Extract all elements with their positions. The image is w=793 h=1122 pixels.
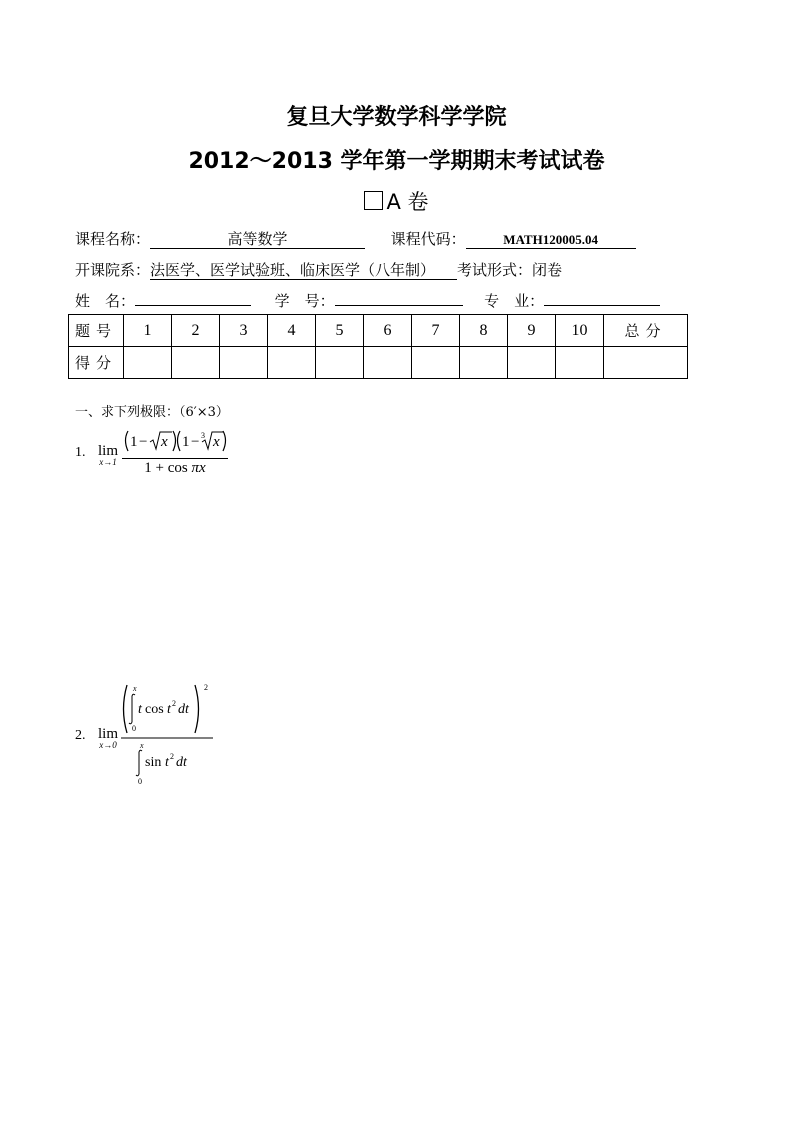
svg-text:x: x <box>133 684 137 693</box>
course-name-label: 课程名称： <box>75 230 151 248</box>
score-table <box>68 314 688 379</box>
column-header: 10 <box>556 315 604 347</box>
student-id-label: 学 号： <box>274 292 335 310</box>
total-header: 总分 <box>604 315 688 347</box>
problem-number: 2. <box>75 728 86 743</box>
exam-form-value: 闭卷 <box>532 261 563 279</box>
svg-text:0: 0 <box>138 777 142 786</box>
column-header: 4 <box>268 315 316 347</box>
department-label: 开课院系： <box>75 261 151 279</box>
svg-text:−: − <box>191 434 200 450</box>
student-id-field[interactable] <box>335 305 463 306</box>
department-field[interactable]: 法医学、医学试验班、临床医学（八年制） <box>150 262 457 280</box>
column-header: 8 <box>460 315 508 347</box>
institution-title: 复旦大学数学科学学院 <box>286 105 507 130</box>
svg-text:dt: dt <box>176 755 187 770</box>
exam-title: 2012～2013 学年第一学期期末考试试卷 <box>188 149 605 174</box>
total-score-cell[interactable] <box>604 347 688 379</box>
question-number-row <box>69 315 688 347</box>
score-cell[interactable] <box>220 347 268 379</box>
svg-text:2: 2 <box>170 752 174 761</box>
svg-text:t: t <box>165 755 169 770</box>
column-header: 3 <box>220 315 268 347</box>
column-header: 7 <box>412 315 460 347</box>
score-cell[interactable] <box>460 347 508 379</box>
student-row <box>75 290 660 311</box>
course-name-field[interactable]: 高等数学 <box>150 231 365 249</box>
column-header: 6 <box>364 315 412 347</box>
exam-form-label: 考试形式： <box>457 261 533 279</box>
row-header-question: 题号 <box>69 315 124 347</box>
denominator-expression: 1 + cos πx <box>144 460 206 476</box>
svg-text:1: 1 <box>182 434 190 450</box>
major-field[interactable] <box>544 305 660 306</box>
svg-text:x: x <box>140 741 144 750</box>
score-cell[interactable] <box>268 347 316 379</box>
checkbox-icon[interactable] <box>364 191 383 210</box>
score-cell[interactable] <box>172 347 220 379</box>
score-row <box>69 347 688 379</box>
svg-text:0: 0 <box>132 724 136 733</box>
svg-text:t: t <box>167 702 171 717</box>
limit-operator: lim x→0 <box>97 726 118 750</box>
problem-number: 1. <box>75 445 86 460</box>
svg-text:−: − <box>139 434 148 450</box>
fraction <box>122 428 228 477</box>
fraction <box>121 682 213 786</box>
svg-text:t: t <box>138 702 142 717</box>
score-cell[interactable] <box>412 347 460 379</box>
svg-text:sin: sin <box>145 755 162 770</box>
column-header: 1 <box>124 315 172 347</box>
score-cell[interactable] <box>556 347 604 379</box>
problem-1 <box>75 428 275 478</box>
numerator-expression <box>122 428 228 454</box>
svg-text:dt: dt <box>178 702 189 717</box>
svg-text:x: x <box>161 434 168 450</box>
svg-text:3: 3 <box>201 431 205 440</box>
svg-text:2: 2 <box>204 683 208 692</box>
limit-operator: lim x→1 <box>97 443 118 467</box>
course-info-row <box>75 228 636 249</box>
score-cell[interactable] <box>364 347 412 379</box>
paper-version <box>0 186 793 216</box>
score-cell[interactable] <box>124 347 172 379</box>
course-code-label: 课程代码： <box>390 230 466 248</box>
svg-text:2: 2 <box>172 699 176 708</box>
svg-text:cos: cos <box>145 702 164 717</box>
column-header: 9 <box>508 315 556 347</box>
course-code-field[interactable]: MATH120005.04 <box>466 231 636 249</box>
problem-2 <box>75 682 235 787</box>
department-row <box>75 259 562 280</box>
score-cell[interactable] <box>508 347 556 379</box>
svg-text:1: 1 <box>130 434 138 450</box>
name-field[interactable] <box>135 305 251 306</box>
row-header-score: 得分 <box>69 347 124 379</box>
column-header: 2 <box>172 315 220 347</box>
section-heading: 一、求下列极限：（6′×3） <box>75 405 229 420</box>
svg-text:x: x <box>213 434 220 450</box>
name-label: 姓 名： <box>75 292 136 310</box>
column-header: 5 <box>316 315 364 347</box>
score-cell[interactable] <box>316 347 364 379</box>
major-label: 专 业： <box>484 292 545 310</box>
paper-label: A 卷 <box>386 190 429 214</box>
